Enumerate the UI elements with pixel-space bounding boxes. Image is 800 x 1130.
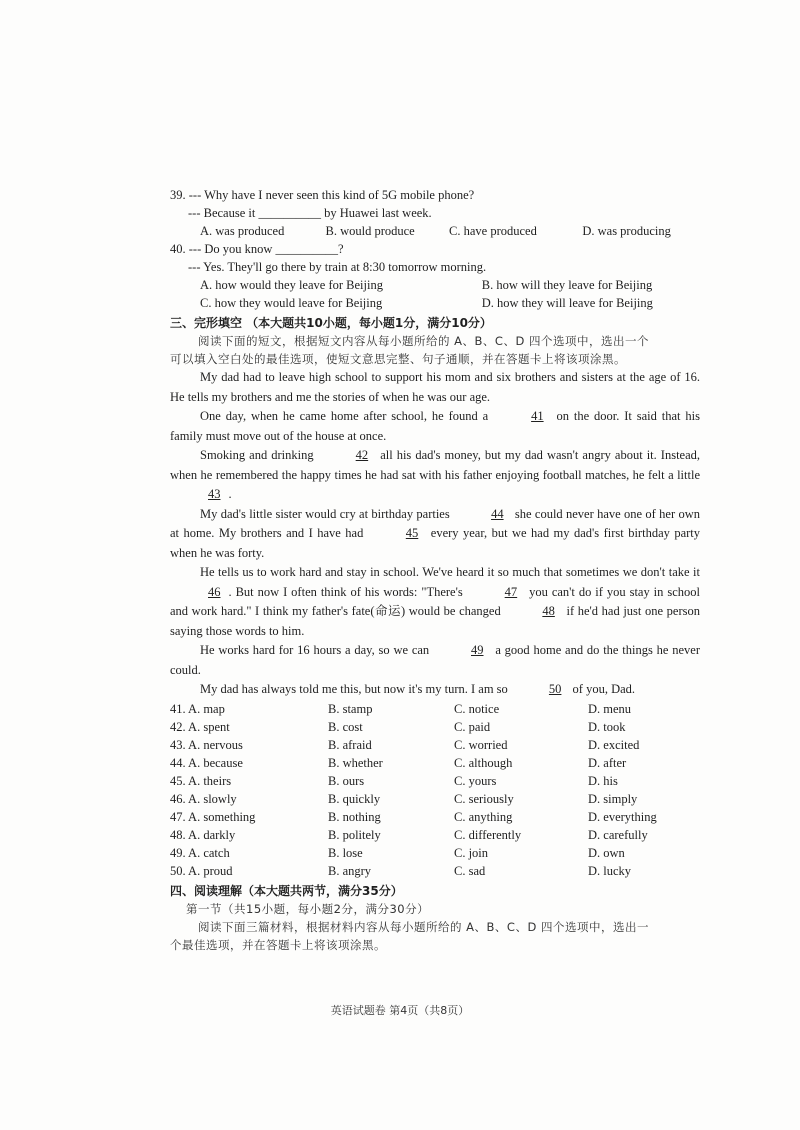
q39-stem: 39. --- Why have I never seen this kind of 5G mobile phone? [170, 188, 475, 202]
option: C. seriously [454, 791, 514, 806]
blank-41: 41 [531, 409, 544, 423]
cloze-passage [170, 368, 700, 700]
option: 46. A. slowly [170, 791, 237, 806]
q40-options-cd [170, 294, 700, 312]
option: 48. A. darkly [170, 827, 236, 842]
option: 50. A. proud [170, 863, 233, 878]
option: D. lucky [588, 863, 632, 878]
option-c: C. have produced [449, 224, 537, 238]
page-footer: 英语试题卷 第4页（共8页） [330, 1004, 470, 1017]
blank-48: 48 [542, 604, 555, 618]
option: B. ours [328, 773, 365, 788]
section3-title: 三、完形填空 （本大题共10小题，每小题1分，满分10分） [170, 316, 492, 330]
section3-instruction-2: 可以填入空白处的最佳选项，使短文意思完整、句子通顺，并在答题卡上将该项涂黑。 [170, 352, 626, 366]
option: D. excited [588, 737, 640, 752]
q40-answer: --- Yes. They'll go there by train at 8:30 tomorrow morning. [188, 260, 487, 274]
option: 44. A. because [170, 755, 243, 770]
blank-45: 45 [405, 526, 419, 540]
section4-instruction-2: 个最佳选项，并在答题卡上将该项涂黑。 [170, 937, 386, 952]
option: B. quickly [328, 791, 381, 806]
option: B. whether [328, 755, 383, 770]
option: D. took [588, 719, 626, 734]
option-d: D. how they will leave for Beijing [481, 296, 653, 310]
option: C. sad [454, 863, 486, 878]
exam-page [170, 186, 700, 954]
paragraph-6: He works hard for 16 hours a day, so we can 49 a good home and do the things he never could. [170, 643, 701, 677]
paragraph-2: One day, when he came home after school, he found a 41 on the door. It said that his family must move out of the house at once. [170, 409, 701, 443]
option-d: D. was producing [582, 224, 671, 238]
paragraph-4: My dad's little sister would cry at birthday parties 44 she could never have one of her own at home. My brothers and I have had 45 every year, but we had my dad's first birthday party when he was forty. [170, 506, 701, 560]
option: C. although [454, 755, 513, 770]
option: B. politely [328, 827, 381, 842]
option: B. nothing [328, 809, 381, 824]
q39-answer: --- Because it __________ by Huawei last week. [188, 206, 432, 220]
paragraph-3: Smoking and drinking 42 all his dad's money, but my dad wasn't angry about it. Instead, when he remembered the happy times he had sat with his father enjoying football matches, he felt a little 43 . [170, 446, 700, 505]
blank-44: 44 [491, 506, 504, 521]
option: C. notice [454, 701, 500, 716]
option: 43. A. nervous [170, 737, 243, 752]
section4-instruction-1: 阅读下面三篇材料，根据材料内容从每小题所给的 A、B、C、D 四个选项中，选出一 [198, 919, 649, 934]
q40-stem: 40. --- Do you know __________? [170, 242, 344, 256]
q40-options-ab [170, 276, 700, 294]
option-b: B. how will they leave for Beijing [481, 278, 653, 292]
q39-options [170, 222, 700, 240]
option: B. stamp [328, 701, 373, 716]
paragraph-1: My dad had to leave high school to support his mom and six brothers and sisters at the age of 16. He tells my brothers and me the stories of when he was our age. [170, 370, 700, 404]
option: 49. A. catch [170, 845, 230, 860]
option: B. cost [328, 719, 363, 734]
option: D. his [588, 773, 618, 788]
option-b: B. would produce [325, 224, 415, 238]
blank-50: 50 [548, 682, 562, 696]
paragraph-5: He tells us to work hard and stay in school. We've heard it so much that sometimes we don't take it 46 . But now I often think of his words: "There's 47 you can't do if you stay in school and work hard." I think my father's fate(命运) would be changed 48 if he'd had just one person saying those words to him. [170, 565, 700, 638]
blank-43: 43 [208, 487, 221, 501]
option: C. join [454, 845, 489, 860]
option: C. paid [454, 719, 491, 734]
option: D. carefully [588, 827, 648, 842]
blank-42: 42 [355, 448, 369, 462]
section4-subtitle: 第一节（共15小题，每小题2分，满分30分） [186, 901, 430, 916]
option: C. worried [454, 737, 508, 752]
blank-46: 46 [208, 584, 221, 599]
option: B. afraid [328, 737, 372, 752]
option: D. everything [588, 809, 657, 824]
option: D. after [588, 755, 627, 770]
option: B. lose [328, 845, 363, 860]
cloze-options [170, 700, 700, 880]
option-a: A. was produced [200, 224, 285, 238]
option: D. simply [588, 791, 638, 806]
option-c: C. how they would leave for Beijing [200, 296, 383, 310]
option: C. yours [454, 773, 497, 788]
section4-title: 四、阅读理解（本大题共两节，满分35分） [170, 883, 403, 898]
blank-47: 47 [504, 584, 518, 599]
section3-instruction-1: 阅读下面的短文，根据短文内容从每小题所给的 A、B、C、D 四个选项中，选出一个 [198, 334, 649, 348]
option: C. anything [454, 809, 513, 824]
option: 45. A. theirs [170, 773, 232, 788]
option: 47. A. something [170, 809, 256, 824]
option: D. own [588, 845, 625, 860]
paragraph-7: My dad has always told me this, but now it's my turn. I am so 50 of you, Dad. [170, 680, 700, 700]
option: B. angry [328, 863, 372, 878]
option: 42. A. spent [170, 719, 230, 734]
blank-49: 49 [471, 643, 484, 657]
option: D. menu [588, 701, 632, 716]
option: C. differently [454, 827, 522, 842]
option: 41. A. map [170, 701, 225, 716]
option-a: A. how would they leave for Beijing [200, 278, 383, 292]
